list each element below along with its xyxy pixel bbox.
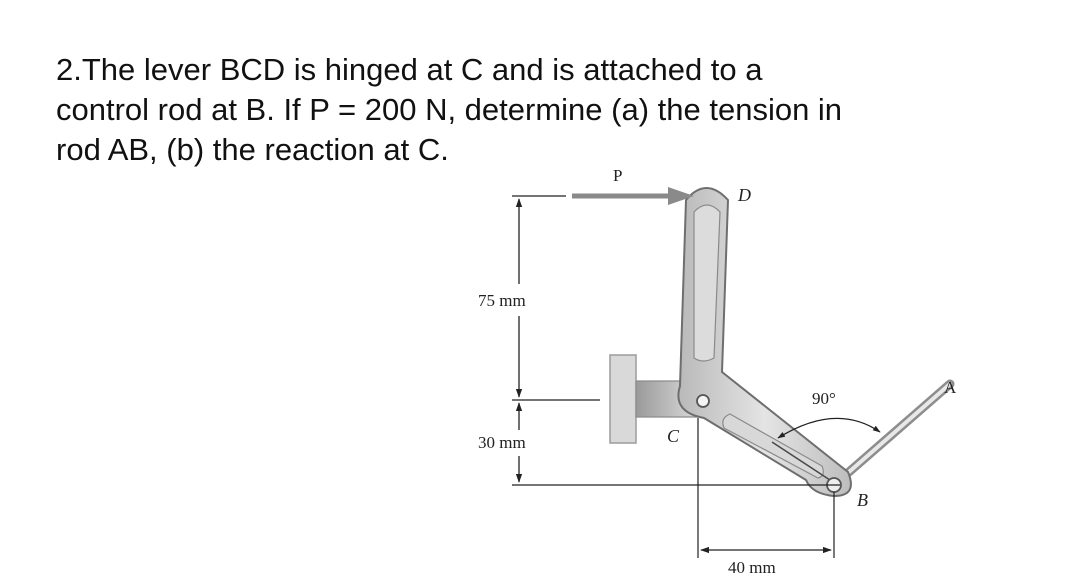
label-angle: 90°: [812, 389, 836, 408]
label-a: A: [944, 378, 957, 397]
dim-40-label: 40 mm: [728, 558, 776, 577]
wall-support: [610, 355, 636, 443]
problem-line-3: rod AB, (b) the reaction at C.: [56, 132, 449, 167]
problem-line-2: control rod at B. If P = 200 N, determine (a) the tension in: [56, 92, 843, 127]
label-p: P: [613, 166, 623, 185]
hinge-pin-c: [697, 395, 709, 407]
label-d: D: [738, 185, 751, 205]
dim-30-label: 30 mm: [478, 433, 526, 452]
problem-line-1: 2.The lever BCD is hinged at C and is attached to a: [56, 52, 763, 87]
dim-75-label: 75 mm: [478, 291, 526, 310]
label-b: B: [857, 490, 868, 510]
label-c: C: [667, 426, 680, 446]
control-rod-ab-highlight: [834, 384, 950, 485]
